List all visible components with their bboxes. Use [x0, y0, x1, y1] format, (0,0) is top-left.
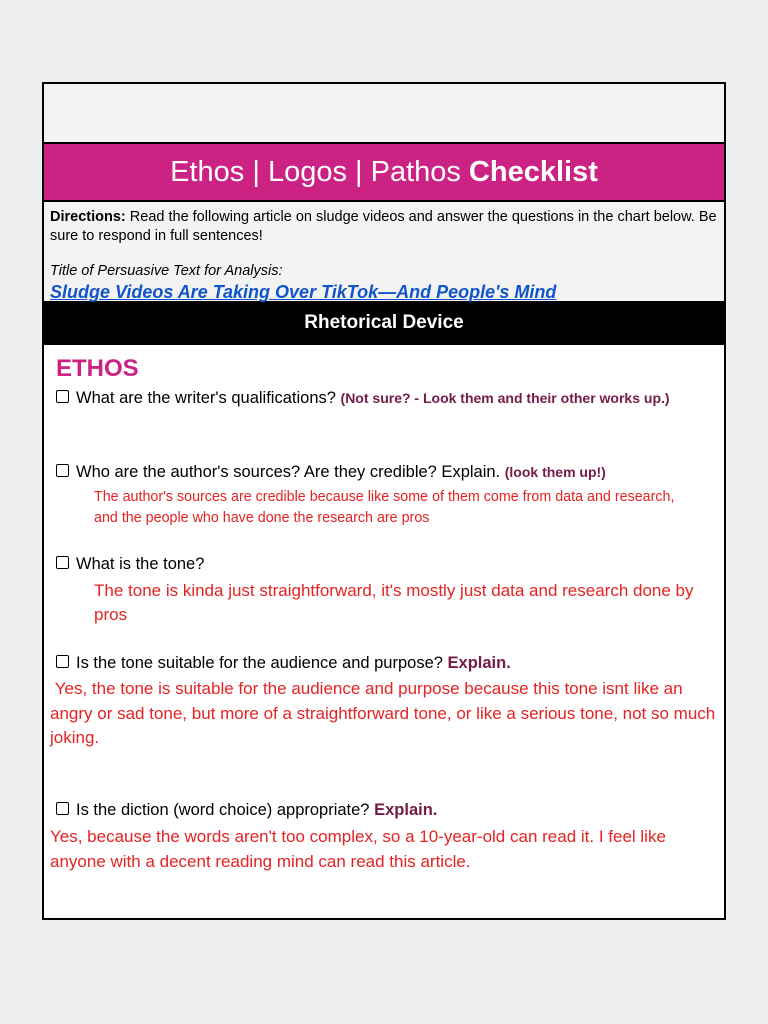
directions-label: Directions:: [50, 209, 126, 225]
question-text: Is the diction (word choice) appropriate?: [76, 801, 370, 819]
question-tone-suitable: [56, 654, 511, 673]
question-text: Who are the author's sources? Are they credible? Explain.: [76, 463, 501, 481]
question-text: What is the tone?: [76, 555, 205, 573]
title-bold: Checklist: [468, 155, 598, 188]
question-tone: [56, 555, 204, 574]
checkbox-diction[interactable]: [56, 802, 69, 815]
question-sources: [56, 463, 606, 482]
question-hint: Explain.: [447, 654, 511, 672]
directions-block: [44, 202, 724, 301]
persuasive-text-label: Title of Persuasive Text for Analysis:: [50, 263, 283, 279]
checklist-sheet: [42, 82, 726, 920]
answer-tone: The tone is kinda just straightforward, it's mostly just data and research done by pros: [94, 581, 694, 624]
answer-tone-suitable: Yes, the tone is suitable for the audience and purpose because this tone isnt like an angry or sad tone, but more of a straightforward tone, or like a serious tone, not so much joking.: [50, 679, 720, 747]
checkbox-tone-suitable[interactable]: [56, 655, 69, 668]
question-qualifications: [56, 389, 670, 408]
answer-diction: Yes, because the words aren't too complex, so a 10-year-old can read it. I feel like anyone with a decent reading mind can read this article.: [50, 827, 666, 871]
question-text: Is the tone suitable for the audience and purpose?: [76, 654, 443, 672]
directions-body: Read the following article on sludge videos and answer the questions in the chart below. Be sure to respond in full sentences!: [50, 209, 717, 244]
question-hint: (look them up!): [504, 464, 606, 480]
checkbox-tone[interactable]: [56, 556, 69, 569]
question-hint: Explain.: [374, 801, 438, 819]
blank-header-row: [44, 84, 724, 144]
directions-text: [50, 208, 718, 246]
article-title-link[interactable]: Sludge Videos Are Taking Over TikTok—And People's Mind: [50, 282, 557, 302]
title-regular: Ethos | Logos | Pathos: [170, 155, 461, 188]
question-text: What are the writer's qualifications?: [76, 389, 336, 407]
ethos-heading: ETHOS: [56, 355, 139, 382]
rhetorical-device-header: Rhetorical Device: [44, 301, 724, 345]
checkbox-sources[interactable]: [56, 464, 69, 477]
checkbox-qualifications[interactable]: [56, 390, 69, 403]
title-bar: [44, 144, 724, 202]
question-diction: [56, 801, 437, 820]
answer-sources: The author's sources are credible because like some of them come from data and research, and the people who have done the research are pros: [94, 489, 675, 526]
question-hint: (Not sure? - Look them and their other works up.): [340, 390, 670, 406]
